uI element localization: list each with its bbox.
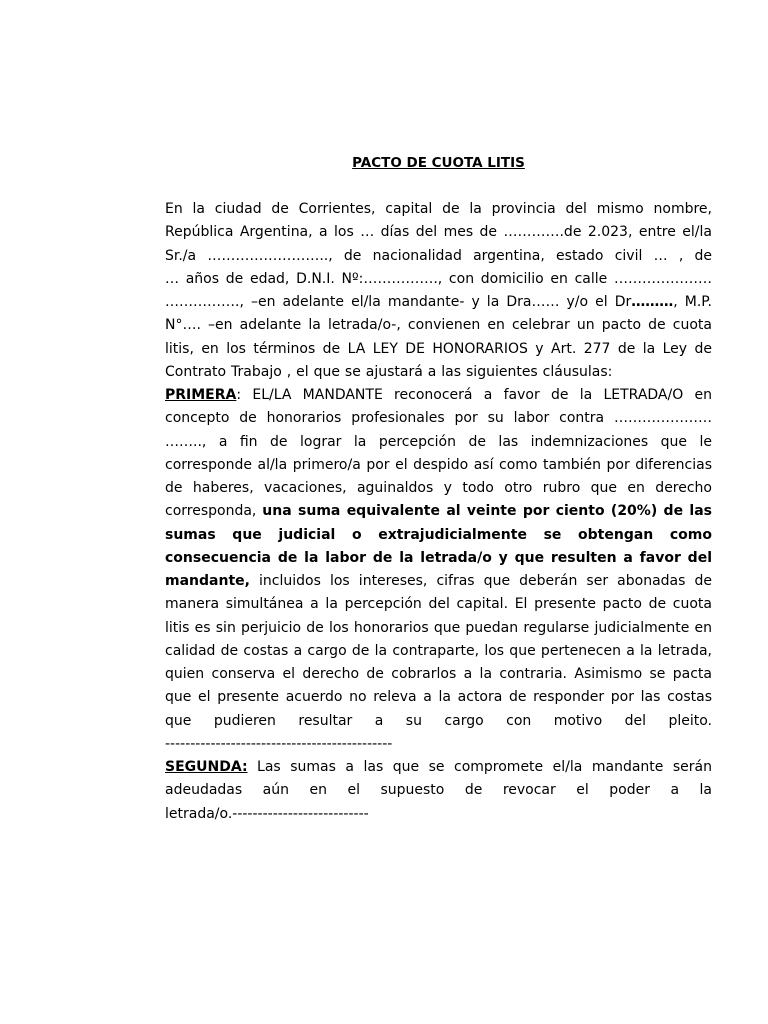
clause-segunda-line: letrada/o.--------------------------- bbox=[165, 805, 369, 822]
intro-line: N°…. –en adelante la letrada/o-, convienen en celebrar un pacto de cuota bbox=[165, 317, 712, 334]
clause-primera-line: sumas que judicial o extrajudicialmente se obtengan como bbox=[165, 526, 712, 543]
clause-segunda-line: adeudadas aún en el supuesto de revocar el poder a la bbox=[165, 782, 712, 799]
clause-text: : EL/LA MANDANTE reconocerá a favor de la LETRADA/O en bbox=[236, 387, 712, 403]
intro-line: En la ciudad de Corrientes, capital de la provincia del mismo nombre, bbox=[165, 201, 712, 217]
clause-primera-line: litis es sin perjuicio de los honorarios que puedan regularse judicialmente en bbox=[165, 619, 712, 636]
clause-bold-text: mandante, bbox=[165, 573, 250, 589]
clause-primera-line: concepto de honorarios profesionales por su labor contra ………………… bbox=[165, 410, 712, 427]
clause-segunda-line bbox=[165, 756, 712, 779]
clause-primera-heading: PRIMERA bbox=[165, 387, 237, 403]
clause-primera-line: corresponde al/la primero/a por el despido así como también por diferencias bbox=[165, 456, 712, 473]
intro-line: República Argentina, a los … días del mes de ………….de 2.023, entre el/la bbox=[165, 224, 712, 241]
clause-primera-line: que pudieren resultar a su cargo con motivo del pleito. bbox=[165, 712, 712, 729]
clause-text: incluidos los intereses, cifras que deberán ser abonadas de bbox=[249, 573, 712, 589]
intro-line bbox=[165, 291, 712, 314]
clause-primera-line bbox=[165, 384, 712, 407]
clause-separator: --------------------------------------------- bbox=[165, 735, 393, 752]
document-title: PACTO DE CUOTA LITIS bbox=[352, 155, 525, 171]
clause-text: Las sumas a las que se compromete el/la mandante serán bbox=[247, 759, 712, 775]
clause-primera-line: manera simultánea a la percepción del capital. El presente pacto de cuota bbox=[165, 596, 712, 613]
clause-primera-line: …….., a fin de lograr la percepción de las indemnizaciones que le bbox=[165, 433, 712, 450]
intro-line: Sr./a …………………….., de nacionalidad argentina, estado civil … , de bbox=[165, 247, 712, 264]
intro-line: litis, en los términos de LA LEY DE HONORARIOS y Art. 277 de la Ley de bbox=[165, 340, 712, 357]
clause-text: corresponda, bbox=[165, 503, 263, 520]
clause-primera-line bbox=[165, 500, 712, 523]
intro-line: … años de edad, D.N.I. Nº:……………., con domicilio en calle ………………… bbox=[165, 270, 712, 287]
clause-primera-line bbox=[165, 570, 712, 593]
intro-line-tail: , M.P. bbox=[673, 294, 712, 310]
intro-line-text: ……………., –en adelante el/la mandante- y la Dra…… y/o el Dr bbox=[165, 294, 632, 310]
clause-primera-line: de haberes, vacaciones, aguinaldos y todo otro rubro que en derecho bbox=[165, 480, 712, 496]
clause-primera-line: que el presente acuerdo no releva a la actora de responder por las costas bbox=[165, 689, 712, 706]
clause-primera-line: calidad de costas a cargo de la contraparte, los que pertenecen a la letrada, bbox=[165, 642, 712, 659]
intro-line-bold: ……… bbox=[631, 294, 674, 310]
clause-segunda-heading: SEGUNDA: bbox=[165, 759, 248, 775]
document-body bbox=[165, 198, 712, 826]
intro-line: Contrato Trabajo , el que se ajustará a las siguientes cláusulas: bbox=[165, 363, 613, 380]
clause-primera-line: consecuencia de la labor de la letrada/o y que resulten a favor del bbox=[165, 549, 712, 566]
clause-bold-text: una suma equivalente al veinte por ciento (20%) de las bbox=[262, 503, 712, 520]
clause-primera-line: quien conserva el derecho de cobrarlos a la contraria. Asimismo se pacta bbox=[165, 666, 712, 682]
